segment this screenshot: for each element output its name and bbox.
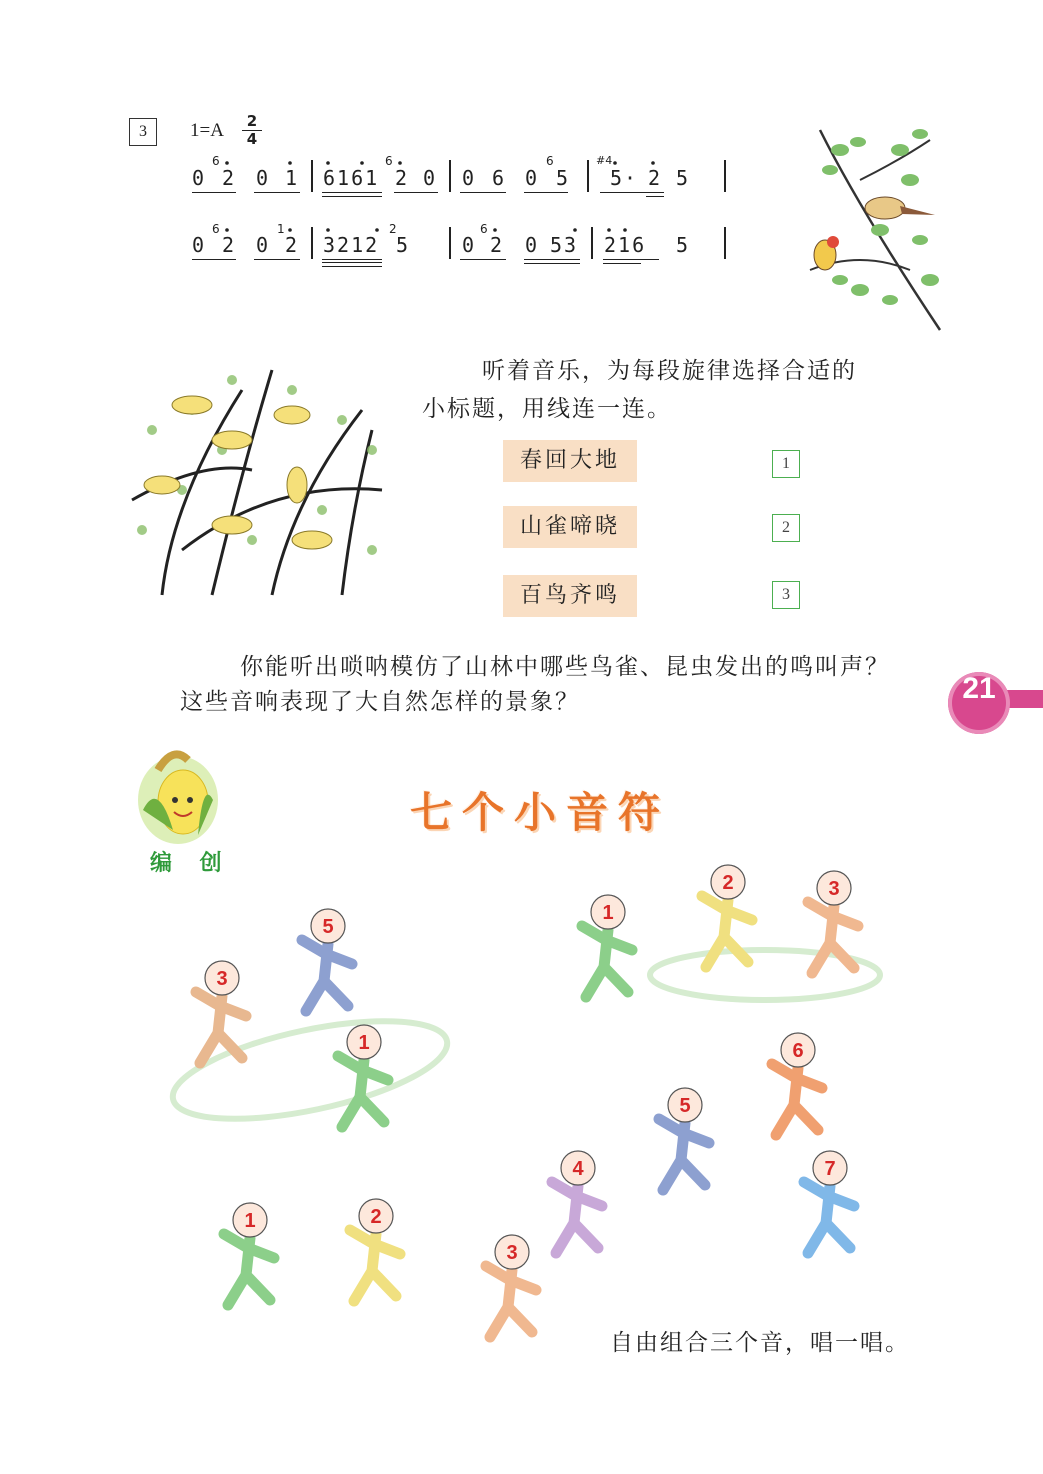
barline xyxy=(724,227,726,259)
note: 0 xyxy=(462,233,477,257)
question-line-2: 这些音响表现了大自然怎样的景象？ xyxy=(180,689,580,715)
barline xyxy=(311,227,313,259)
note: 0 xyxy=(525,166,540,190)
note: 5· xyxy=(610,166,639,190)
instruction-line-1: 听着音乐，为每段旋律选择合适的 xyxy=(482,358,857,384)
note: 2 xyxy=(222,166,237,190)
grace-note: #4 xyxy=(596,154,613,167)
melody-box-3[interactable]: 3 xyxy=(772,581,800,609)
figure-number: 3 xyxy=(216,968,228,990)
figure-number: 5 xyxy=(322,916,334,938)
note: 6 xyxy=(492,166,507,190)
figure-number: 1 xyxy=(358,1032,370,1054)
note-figure-7 xyxy=(804,1151,854,1253)
note: 5 xyxy=(396,233,411,257)
section-tag: 编 创 xyxy=(150,851,232,876)
note: 0 xyxy=(256,166,271,190)
title-option-2[interactable]: 山雀啼晓 xyxy=(503,506,637,548)
figure-number: 6 xyxy=(792,1040,804,1062)
figure-number: 5 xyxy=(679,1095,691,1117)
title-option-3[interactable]: 百鸟齐鸣 xyxy=(503,575,637,617)
barline xyxy=(591,227,593,259)
instruction-line-2: 小标题，用线连一连。 xyxy=(422,396,672,422)
note-figure-5 xyxy=(659,1088,709,1190)
note: 53 xyxy=(550,233,579,257)
grace-note: 6 xyxy=(212,154,220,168)
figure-number: 1 xyxy=(244,1210,256,1232)
note-figure-3 xyxy=(196,961,246,1063)
note: 0 xyxy=(423,166,438,190)
question-line-1: 你能听出唢呐模仿了山林中哪些鸟雀、昆虫发出的鸣叫声？ xyxy=(240,654,890,680)
title-option-1[interactable]: 春回大地 xyxy=(503,440,637,482)
melody-box-1[interactable]: 1 xyxy=(772,450,800,478)
note: 2 xyxy=(222,233,237,257)
note: 2 xyxy=(395,166,410,190)
figure-number: 1 xyxy=(602,902,614,924)
time-signature-top: 2 xyxy=(246,112,258,130)
grace-note: 6 xyxy=(385,154,393,168)
figure-number: 3 xyxy=(506,1242,518,1264)
note: 0 xyxy=(192,233,207,257)
note: 1 xyxy=(285,166,300,190)
grace-note: 6 xyxy=(480,222,488,236)
section-title: 七个小音符 xyxy=(410,788,671,837)
figure-number: 2 xyxy=(370,1206,382,1228)
note-figure-1 xyxy=(582,895,632,997)
note-figure-6 xyxy=(772,1033,822,1135)
figure-number: 2 xyxy=(722,872,734,894)
figure-number: 3 xyxy=(828,878,840,900)
figure-number: 7 xyxy=(824,1158,836,1180)
note: 0 xyxy=(525,233,540,257)
corn-mascot-icon xyxy=(128,740,228,850)
dancing-notes-illustration xyxy=(120,860,920,1330)
note-figure-4 xyxy=(552,1151,602,1253)
note-figure-2 xyxy=(350,1199,400,1301)
key-signature: 1=A xyxy=(190,120,224,141)
note: 5 xyxy=(676,233,691,257)
note: 2 xyxy=(285,233,300,257)
time-signature-bottom: 4 xyxy=(246,130,258,148)
note-figure-3 xyxy=(486,1235,536,1337)
birds-on-branch-illustration xyxy=(800,120,960,340)
grace-note: 1 xyxy=(277,222,285,236)
melody-box-2[interactable]: 2 xyxy=(772,514,800,542)
note: 0 xyxy=(192,166,207,190)
note: 3212 xyxy=(323,233,380,257)
note: 0 xyxy=(462,166,477,190)
note-figure-5 xyxy=(302,909,352,1011)
note-figure-1 xyxy=(224,1203,274,1305)
melody-number-box: 3 xyxy=(129,118,157,146)
note: 2 xyxy=(648,166,663,190)
barline xyxy=(449,227,451,259)
figure-number: 4 xyxy=(572,1158,584,1180)
note: 5 xyxy=(556,166,571,190)
grace-note: 6 xyxy=(212,222,220,236)
note: 5 xyxy=(676,166,691,190)
grace-note: 6 xyxy=(546,154,554,168)
note: 6161 xyxy=(323,166,380,190)
grace-note: 2 xyxy=(389,222,397,236)
birds-in-trees-illustration xyxy=(122,350,392,595)
note: 0 xyxy=(256,233,271,257)
note: 2 xyxy=(490,233,505,257)
note-figure-1 xyxy=(338,1025,388,1127)
page-number: 21 xyxy=(948,672,1010,734)
footer-instruction: 自由组合三个音，唱一唱。 xyxy=(610,1330,910,1356)
note: 216 xyxy=(604,233,647,257)
